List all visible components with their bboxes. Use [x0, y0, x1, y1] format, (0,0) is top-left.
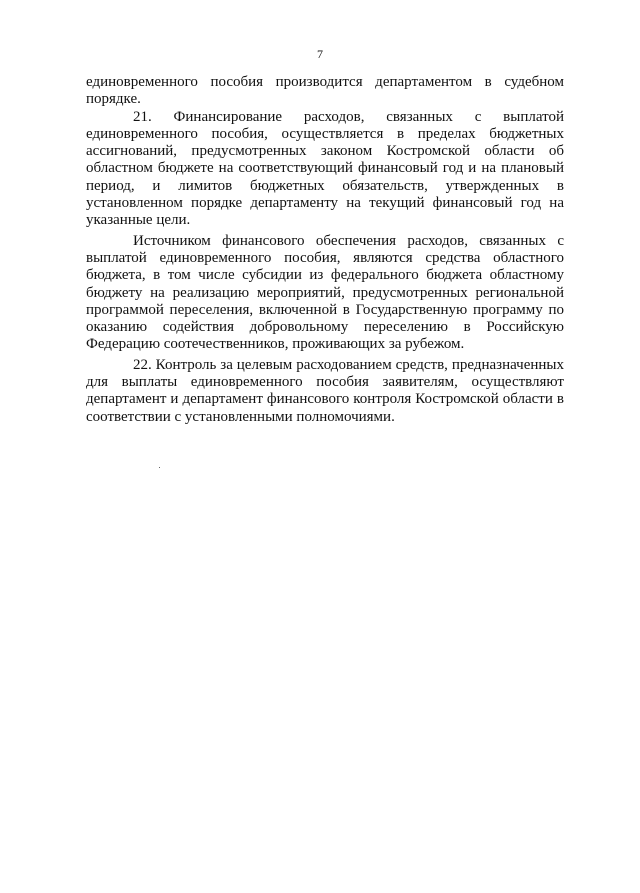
paragraph-continuation: единовременного пособия производится департаментом в судебном порядке. — [86, 74, 564, 108]
document-body — [86, 74, 564, 426]
paragraph-21: 21. Финансирование расходов, связанных с выплатой единовременного пособия, осуществляется в пределах бюджетных ассигнований, предусмотренных законом Костромской области об областном бюджете на соответствующий финансовый год и на плановый период, и лимитов бюджетных обязательств, утвержденных в установленном порядке департаменту на текущий финансовый год на указанные цели. — [86, 108, 564, 229]
paragraph-funding-sources: Источником финансового обеспечения расходов, связанных с выплатой единовременного пособия, являются средства областного бюджета, в том числе субсидии из федерального бюджета областному бюджету на реализацию мероприятий, предусмотренных региональной программой переселения, включенной в Государственную программу по оказанию содействия добровольному переселению в Российскую Федерацию соотечественников, проживающих за рубежом. — [86, 232, 564, 353]
scan-speck — [159, 467, 160, 468]
paragraph-22: 22. Контроль за целевым расходованием средств, предназначенных для выплаты единовременного пособия заявителям, осуществляют департамент и департамент финансового контроля Костромской области в соответствии с установленными полномочиями. — [86, 356, 564, 425]
page-number: 7 — [317, 47, 323, 61]
